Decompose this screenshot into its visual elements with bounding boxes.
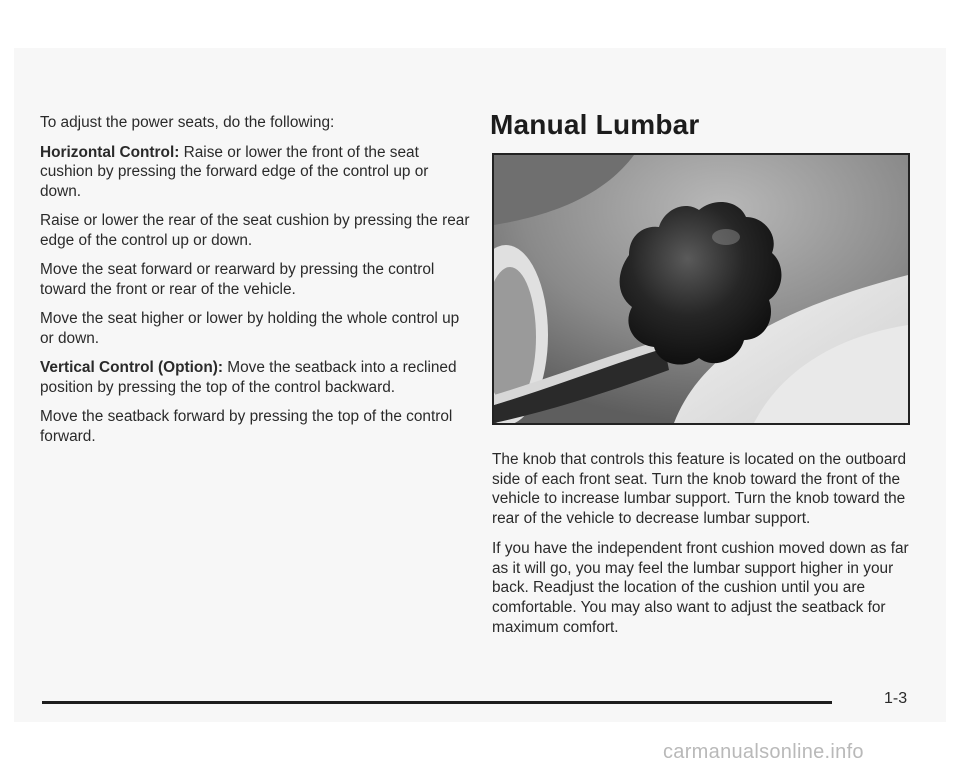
horizontal-control-text: Raise or lower the front of the seat cushion by pressing the forward edge of the control up or down.	[40, 143, 429, 200]
vertical-control-text: Move the seatback into a reclined position by pressing the top of the control backward.	[40, 359, 457, 396]
horizontal-control-label: Horizontal Control:	[40, 143, 180, 161]
vertical-control-paragraph	[40, 358, 470, 397]
section-heading: Manual Lumbar	[490, 109, 700, 140]
rear-cushion-paragraph: Raise or lower the rear of the seat cushion by pressing the rear edge of the control up or down.	[40, 212, 470, 249]
lumbar-knob-photo	[492, 153, 910, 425]
watermark-text: carmanualsonline.info	[663, 741, 864, 763]
seatback-forward-paragraph: Move the seatback forward by pressing the top of the control forward.	[40, 408, 453, 445]
page-number: 1-3	[884, 690, 908, 707]
left-column	[40, 113, 470, 456]
intro-text: To adjust the power seats, do the following:	[40, 114, 335, 131]
horizontal-control-paragraph	[40, 143, 470, 202]
seat-forward-paragraph: Move the seat forward or rearward by pressing the control toward the front or rear of the vehicle.	[40, 261, 435, 298]
lumbar-knob-illustration	[494, 155, 908, 423]
vertical-control-label: Vertical Control (Option):	[40, 359, 223, 376]
knob-location-paragraph: The knob that controls this feature is located on the outboard side of each front seat. Turn the knob toward the front of the vehicle to increase lumbar support. Turn the knob toward the rear of the vehicle to decrease lumbar support.	[492, 451, 907, 528]
seat-height-paragraph: Move the seat higher or lower by holding the whole control up or down.	[40, 310, 460, 347]
cushion-adjust-paragraph: If you have the independent front cushion moved down as far as it will go, you may feel the lumbar support higher in your back. Readjust the location of the cushion until you are comfortable. You may also want to adjust the seatback for maximum comfort.	[492, 539, 909, 636]
footer-rule	[42, 701, 832, 704]
right-column	[492, 450, 922, 647]
